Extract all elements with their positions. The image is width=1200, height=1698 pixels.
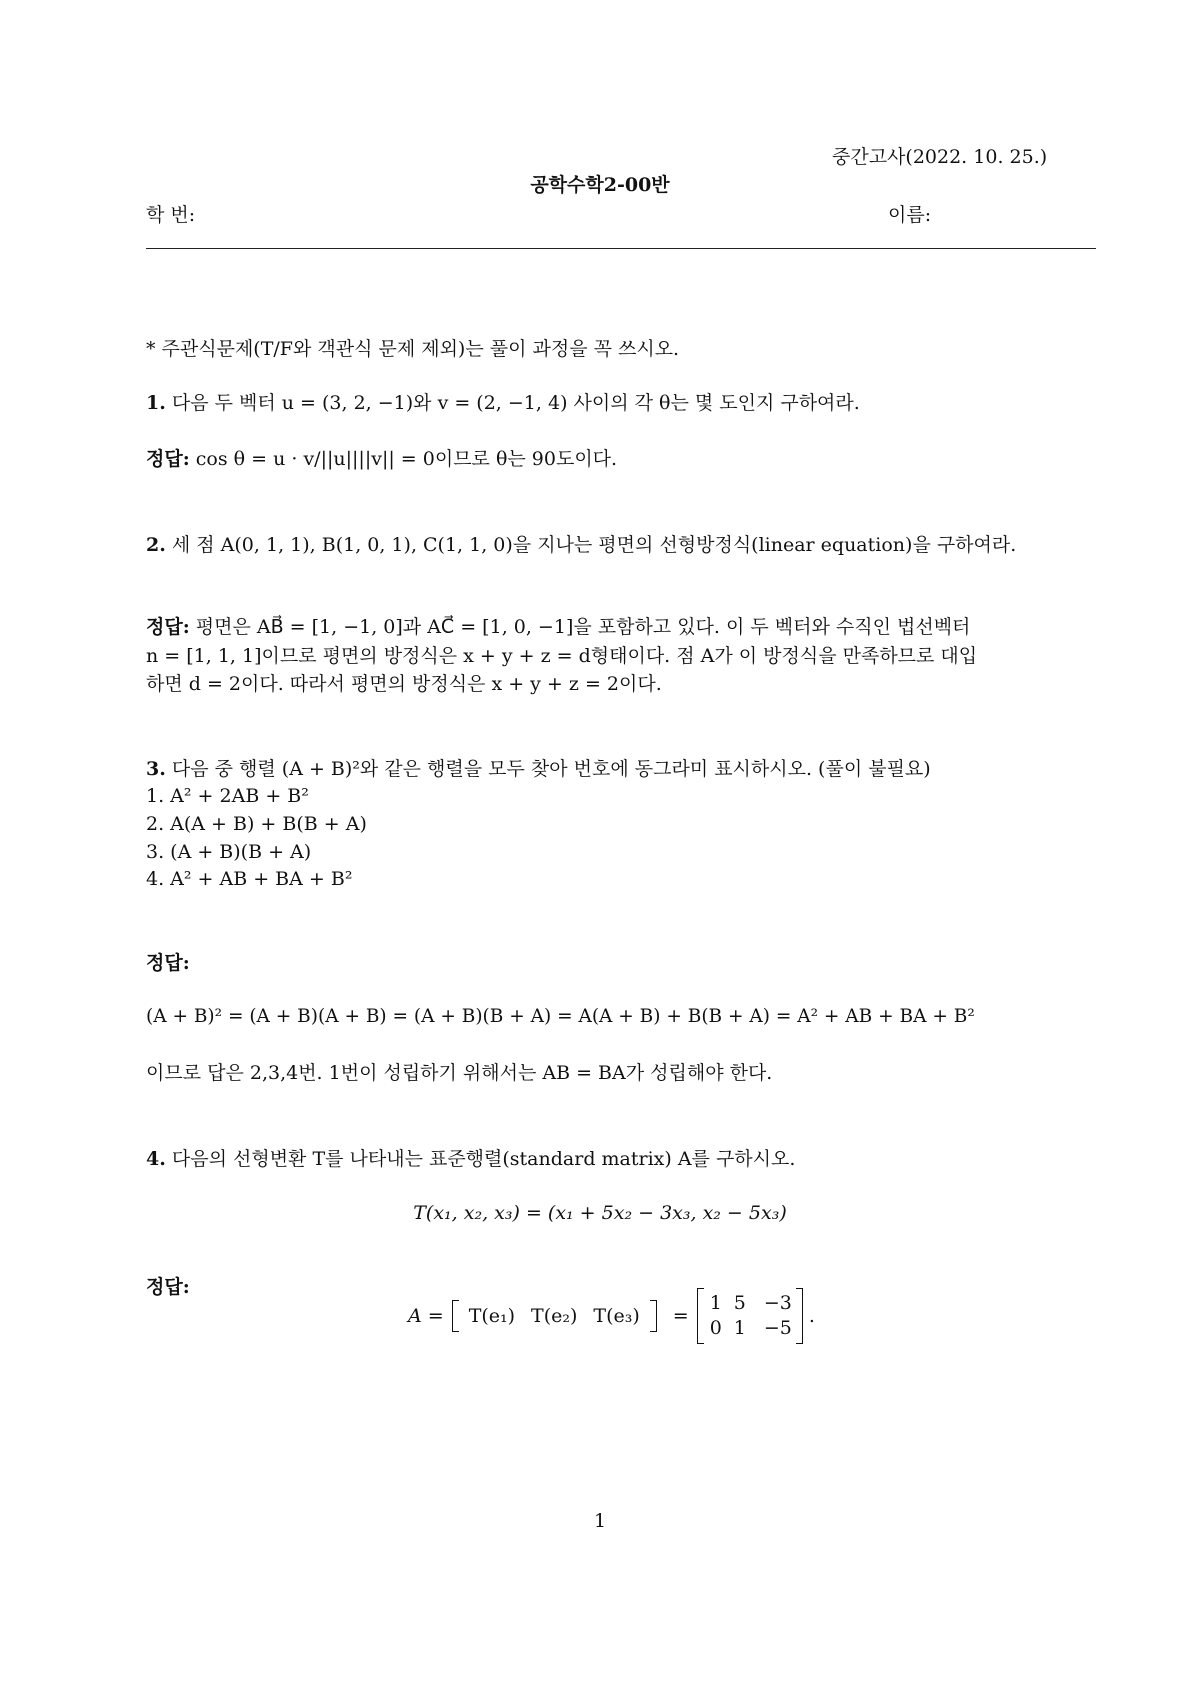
matrix-lhs: A = <box>408 1305 444 1327</box>
answer-label: 정답: <box>146 448 190 470</box>
answer-text: cos θ = u · v/||u||||v|| = 0이므로 θ는 90도이다. <box>195 448 618 470</box>
option-3: 3. (A + B)(B + A) <box>146 841 312 863</box>
answer-4-label: 정답: <box>146 1276 190 1298</box>
question-text: 다음의 선형변환 T를 나타내는 표준행렬(standard matrix) A를 구하시오. <box>171 1148 796 1170</box>
matrix-cell: −3 <box>763 1292 792 1314</box>
question-number: 2. <box>146 534 166 556</box>
matrix-left-bracket <box>697 1288 704 1344</box>
matrix-cell: 1 <box>709 1292 722 1314</box>
student-id-label: 학 번: <box>146 204 196 226</box>
matrix-cell: 1 <box>733 1317 746 1339</box>
question-number: 4. <box>146 1148 166 1170</box>
matrix-right-bracket <box>796 1288 803 1344</box>
question-4 <box>146 1146 795 1172</box>
option-2: 2. A(A + B) + B(B + A) <box>146 813 367 835</box>
answer-1 <box>146 446 617 472</box>
header-divider <box>146 248 1096 249</box>
matrix <box>704 1291 796 1341</box>
answer-3-conclusion: 이므로 답은 2,3,4번. 1번이 성립하기 위해서는 AB = BA가 성립해야 한다. <box>146 1062 773 1084</box>
question-1 <box>146 390 860 416</box>
answer-2-line-2: n = [1, 1, 1]이므로 평면의 방정식은 x + y + z = d형태이다. 점 A가 이 방정식을 만족하므로 대입 <box>146 645 978 667</box>
course-title: 공학수학2-00반 <box>530 174 670 196</box>
name-label: 이름: <box>888 204 932 226</box>
question-text: 다음 두 벡터 u = (3, 2, −1)와 v = (2, −1, 4) 사이의 각 θ는 몇 도인지 구하여라. <box>171 392 860 414</box>
matrix-cell: 0 <box>709 1317 722 1339</box>
right-bracket <box>650 1300 657 1332</box>
page-number: 1 <box>593 1510 607 1532</box>
answer-label: 정답: <box>146 616 190 638</box>
column-3: T(e₃) <box>593 1305 640 1327</box>
equals-sign: = <box>672 1305 689 1327</box>
exam-title: 중간고사(2022. 10. 25.) <box>832 146 1048 168</box>
answer-text: 평면은 AB⃗ = [1, −1, 0]과 AC⃗ = [1, 0, −1]을 포함하고 있다. 이 두 벡터와 수직인 법선벡터 <box>195 616 971 638</box>
answer-3-equation: (A + B)² = (A + B)(A + B) = (A + B)(B + A) = A(A + B) + B(B + A) = A² + AB + BA + B² <box>146 1006 975 1027</box>
column-2: T(e₂) <box>531 1305 578 1327</box>
answer-2-line-3: 하면 d = 2이다. 따라서 평면의 방정식은 x + y + z = 2이다. <box>146 673 662 695</box>
matrix-cell: 5 <box>733 1292 746 1314</box>
option-4: 4. A² + AB + BA + B² <box>146 868 353 890</box>
left-bracket <box>452 1300 459 1332</box>
question-2 <box>146 532 1016 558</box>
option-1: 1. A² + 2AB + B² <box>146 785 309 807</box>
answer-2-line-1 <box>146 614 970 640</box>
standard-matrix-expression <box>408 1288 815 1344</box>
column-1: T(e₁) <box>468 1305 516 1327</box>
question-text: 세 점 A(0, 1, 1), B(1, 0, 1), C(1, 1, 0)을 지나는 평면의 선형방정식(linear equation)을 구하여라. <box>171 534 1017 556</box>
answer-3-label: 정답: <box>146 952 190 974</box>
question-number: 1. <box>146 392 166 414</box>
matrix-row <box>704 1316 796 1341</box>
matrix-cell: −5 <box>763 1317 792 1339</box>
question-3 <box>146 756 931 782</box>
question-text: 다음 중 행렬 (A + B)²와 같은 행렬을 모두 찾아 번호에 동그라미 표시하시오. (풀이 불필요) <box>171 758 931 780</box>
trailing-period: . <box>808 1305 815 1327</box>
question-number: 3. <box>146 758 166 780</box>
matrix-row <box>704 1291 796 1316</box>
instruction: * 주관식문제(T/F와 객관식 문제 제외)는 풀이 과정을 꼭 쓰시오. <box>146 338 680 360</box>
transform-equation: T(x₁, x₂, x₃) = (x₁ + 5x₂ − 3x₃, x₂ − 5x₃) <box>413 1202 787 1224</box>
